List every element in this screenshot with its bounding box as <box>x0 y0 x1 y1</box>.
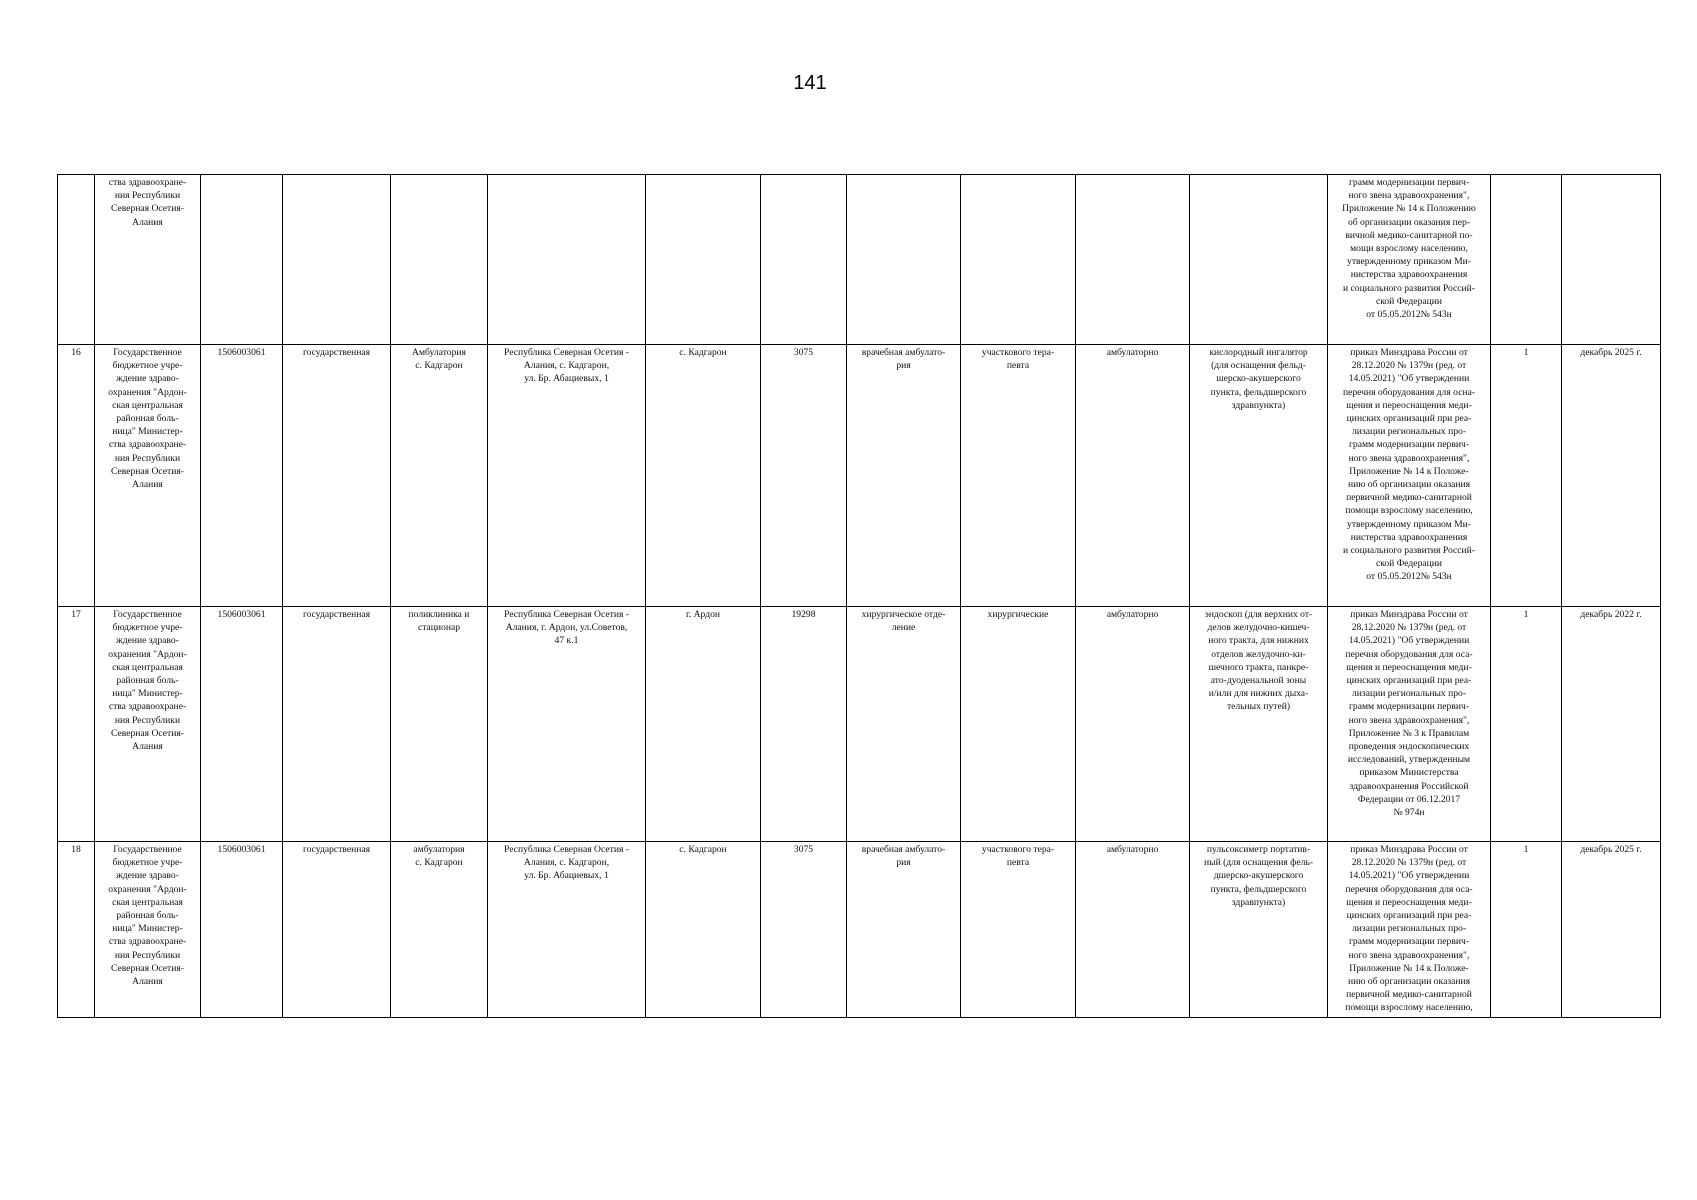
table-row <box>58 607 1661 842</box>
table-row <box>58 345 1661 607</box>
row-number: 17 <box>58 607 95 842</box>
institution-name: Государственное бюджетное учре- ждение здраво- охранения "Ардон- ская центральная районная боль- ница" Министер- ства здравоохране- ния Республики Северная Осетия- Алания <box>95 345 201 607</box>
subdivision: врачебная амбулато- рия <box>847 842 961 1018</box>
row-number: 16 <box>58 345 95 607</box>
population: 3075 <box>761 345 847 607</box>
unit-address <box>488 175 646 345</box>
table-row <box>58 842 1661 1018</box>
page-number: 141 <box>793 72 827 94</box>
unit-address: Республика Северная Осетия - Алания, г. Ардон, ул.Советов, 47 к.1 <box>488 607 646 842</box>
locality: г. Ардон <box>646 607 761 842</box>
quantity: 1 <box>1491 607 1562 842</box>
subdivision <box>847 175 961 345</box>
delivery-date: декабрь 2025 г. <box>1562 842 1661 1018</box>
care-profile: участкового тера- певта <box>961 345 1076 607</box>
structural-unit: поликлиника и стационар <box>391 607 488 842</box>
structural-unit <box>391 175 488 345</box>
row-number: 18 <box>58 842 95 1018</box>
ownership-form: государственная <box>283 842 391 1018</box>
legal-basis: приказ Минздрава России от 28.12.2020 № 1379н (ред. от 14.05.2021) "Об утверждении перечня оборудования для осна- щения и переоснащения меди- цинских организаций при реа- лизации региональных про- грамм модернизации первич- ного звена здравоохранения", Приложение № 14 к Положе- нию об организации оказания первичной медико-санитарной помощи взрослому населению, утвержденному приказом Ми- нистерства здравоохранения и социального развития Россий- ской Федерации от 05.05.2012№ 543н <box>1328 345 1491 607</box>
ownership-form <box>283 175 391 345</box>
unit-address: Республика Северная Осетия - Алания, с. Кадгарон, ул. Бр. Абациевых, 1 <box>488 842 646 1018</box>
structural-unit: Амбулатория с. Кадгарон <box>391 345 488 607</box>
institution-name: Государственное бюджетное учре- ждение здраво- охранения "Ардон- ская центральная районная боль- ница" Министер- ства здравоохране- ния Республики Северная Осетия- Алания <box>95 607 201 842</box>
subdivision: врачебная амбулато- рия <box>847 345 961 607</box>
equipment-name: пульсоксиметр портатив- ный (для оснащения фель- дшерско-акушерского пункта, фельдшерского здравпункта) <box>1190 842 1328 1018</box>
institution-name: Государственное бюджетное учре- ждение здраво- охранения "Ардон- ская центральная районная боль- ница" Министер- ства здравоохране- ния Республики Северная Осетия- Алания <box>95 842 201 1018</box>
delivery-date: декабрь 2025 г. <box>1562 345 1661 607</box>
population <box>761 175 847 345</box>
ownership-form: государственная <box>283 607 391 842</box>
care-profile <box>961 175 1076 345</box>
delivery-date <box>1562 175 1661 345</box>
locality: с. Кадгарон <box>646 345 761 607</box>
legal-basis: приказ Минздрава России от 28.12.2020 № 1379н (ред. от 14.05.2021) "Об утверждении перечня оборудования для оса- щения и переоснащения меди- цинских организаций при реа- лизации региональных про- грамм модернизации первич- ного звена здравоохранения", Приложение № 3 к Правилам проведения эндоскопических исследований, утвержденным приказом Министерства здравоохранения Российской Федерации от 06.12.2017 № 974н <box>1328 607 1491 842</box>
inn-code: 1506003061 <box>201 607 283 842</box>
inn-code <box>201 175 283 345</box>
care-profile: хирургические <box>961 607 1076 842</box>
unit-address: Республика Северная Осетия - Алания, с. Кадгарон, ул. Бр. Абациевых, 1 <box>488 345 646 607</box>
care-form <box>1076 175 1190 345</box>
institution-name: ства здравоохране- ния Республики Северная Осетия- Алания <box>95 175 201 345</box>
quantity: 1 <box>1491 345 1562 607</box>
care-profile: участкового тера- певта <box>961 842 1076 1018</box>
inn-code: 1506003061 <box>201 842 283 1018</box>
row-number <box>58 175 95 345</box>
equipment-name: кислородный ингалятор (для оснащения фельд- шерско-акушерского пункта, фельдшерского здравпункта) <box>1190 345 1328 607</box>
quantity: 1 <box>1491 842 1562 1018</box>
equipment-name <box>1190 175 1328 345</box>
quantity <box>1491 175 1562 345</box>
delivery-date: декабрь 2022 г. <box>1562 607 1661 842</box>
legal-basis: грамм модернизации первич- ного звена здравоохранения", Приложение № 14 к Положению об организации оказания пер- вичной медико-санитарной по- мощи взрослому населению, утвержденному приказом Ми- нистерства здравоохранения и социального развития Россий- ской Федерации от 05.05.2012№ 543н <box>1328 175 1491 345</box>
legal-basis: приказ Минздрава России от 28.12.2020 № 1379н (ред. от 14.05.2021) "Об утверждении перечня оборудования для оса- щения и переоснащения меди- цинских организаций при реа- лизации региональных про- грамм модернизации первич- ного звена здравоохранения", Приложение № 14 к Положе- нию об организации оказания первичной медико-санитарной помощи взрослому населению, <box>1328 842 1491 1018</box>
care-form: амбулаторно <box>1076 607 1190 842</box>
equipment-name: эндоскоп (для верхних от- делов желудочно-кишеч- ного тракта, для нижних отделов желудочно-ки- шечного тракта, панкре- ато-дуоденальной зоны и/или для нижних дыха- тельных путей) <box>1190 607 1328 842</box>
inn-code: 1506003061 <box>201 345 283 607</box>
population: 19298 <box>761 607 847 842</box>
equipment-table <box>57 174 1661 1018</box>
care-form: амбулаторно <box>1076 345 1190 607</box>
subdivision: хирургическое отде- ление <box>847 607 961 842</box>
table-row <box>58 175 1661 345</box>
structural-unit: амбулатория с. Кадгарон <box>391 842 488 1018</box>
population: 3075 <box>761 842 847 1018</box>
care-form: амбулаторно <box>1076 842 1190 1018</box>
ownership-form: государственная <box>283 345 391 607</box>
locality <box>646 175 761 345</box>
locality: с. Кадгарон <box>646 842 761 1018</box>
